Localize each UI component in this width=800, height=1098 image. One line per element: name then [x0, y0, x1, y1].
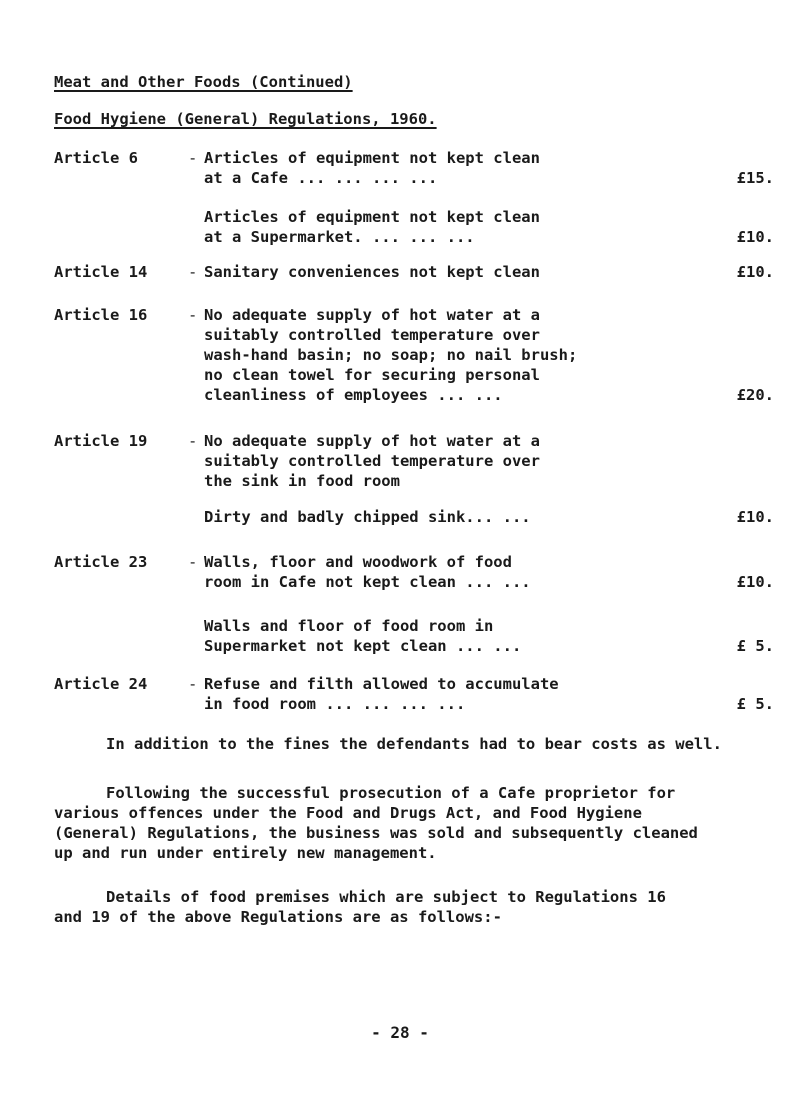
- fine-amount: £15.: [736, 169, 774, 187]
- offence: [204, 674, 774, 714]
- offence-line: Dirty and badly chipped sink... ...: [204, 508, 531, 526]
- fine-amount: £10.: [736, 508, 774, 526]
- offence: [204, 148, 774, 188]
- paragraph-line: up and run under entirely new management.: [54, 844, 437, 862]
- paragraph-costs: [54, 734, 768, 754]
- article-label: Article 6: [54, 149, 138, 167]
- paragraph-line: and 19 of the above Regulations are as follows:-: [54, 908, 502, 926]
- offence: [204, 507, 774, 527]
- fine-amount: £10.: [736, 263, 774, 281]
- paragraph-prosecution: [54, 783, 768, 863]
- paragraph-line: Details of food premises which are subject to Regulations 16: [106, 888, 666, 906]
- offence-line: no clean towel for securing personal: [204, 366, 540, 384]
- article-dash: -: [188, 432, 198, 450]
- fine-amount: £ 5.: [736, 695, 774, 713]
- offence: [204, 552, 774, 592]
- paragraph-line: various offences under the Food and Drugs Act, and Food Hygiene: [54, 804, 642, 822]
- article-dash: -: [188, 553, 198, 571]
- article-label: Article 14: [54, 263, 148, 281]
- page-number: - 28 -: [371, 1023, 429, 1042]
- offence-line: Supermarket not kept clean ... ...: [204, 637, 522, 655]
- offence-line: the sink in food room: [204, 472, 400, 490]
- article-label: Article 19: [54, 432, 148, 450]
- offence-line: No adequate supply of hot water at a: [204, 306, 540, 324]
- regulation-heading: Food Hygiene (General) Regulations, 1960.: [54, 110, 437, 128]
- offence: [204, 431, 774, 491]
- article-label: Article 16: [54, 306, 148, 324]
- offence: [204, 305, 774, 405]
- offence-line: Walls, floor and woodwork of food: [204, 553, 512, 571]
- article-label: Article 24: [54, 675, 148, 693]
- offence-line: room in Cafe not kept clean ... ...: [204, 573, 531, 591]
- offence: [204, 207, 774, 247]
- paragraph-details: [54, 887, 768, 927]
- offence: [204, 262, 774, 282]
- offence-line: Sanitary conveniences not kept clean: [204, 263, 540, 281]
- article-dash: -: [188, 263, 198, 281]
- fine-amount: £ 5.: [736, 637, 774, 655]
- offence-line: suitably controlled temperature over: [204, 326, 540, 344]
- section-heading: Meat and Other Foods (Continued): [54, 73, 353, 91]
- offence-line: No adequate supply of hot water at a: [204, 432, 540, 450]
- article-dash: -: [188, 306, 198, 324]
- offence-line: cleanliness of employees ... ...: [204, 386, 503, 404]
- offence-line: Articles of equipment not kept clean: [204, 149, 540, 167]
- offence-line: Refuse and filth allowed to accumulate: [204, 675, 559, 693]
- offence-line: in food room ... ... ... ...: [204, 695, 466, 713]
- offence-line: suitably controlled temperature over: [204, 452, 540, 470]
- paragraph-line: In addition to the fines the defendants had to bear costs as well.: [106, 735, 722, 753]
- offence-line: Articles of equipment not kept clean: [204, 208, 540, 226]
- article-dash: -: [188, 149, 198, 167]
- fine-amount: £10.: [736, 228, 774, 246]
- paragraph-line: Following the successful prosecution of a Cafe proprietor for: [106, 784, 676, 802]
- offence-line: at a Cafe ... ... ... ...: [204, 169, 438, 187]
- article-label: Article 23: [54, 553, 148, 571]
- fine-amount: £20.: [736, 386, 774, 404]
- offence-line: wash-hand basin; no soap; no nail brush;: [204, 346, 578, 364]
- article-dash: -: [188, 675, 198, 693]
- offence: [204, 616, 774, 656]
- offence-line: at a Supermarket. ... ... ...: [204, 228, 475, 246]
- paragraph-line: (General) Regulations, the business was sold and subsequently cleaned: [54, 824, 698, 842]
- offence-line: Walls and floor of food room in: [204, 617, 494, 635]
- fine-amount: £10.: [736, 573, 774, 591]
